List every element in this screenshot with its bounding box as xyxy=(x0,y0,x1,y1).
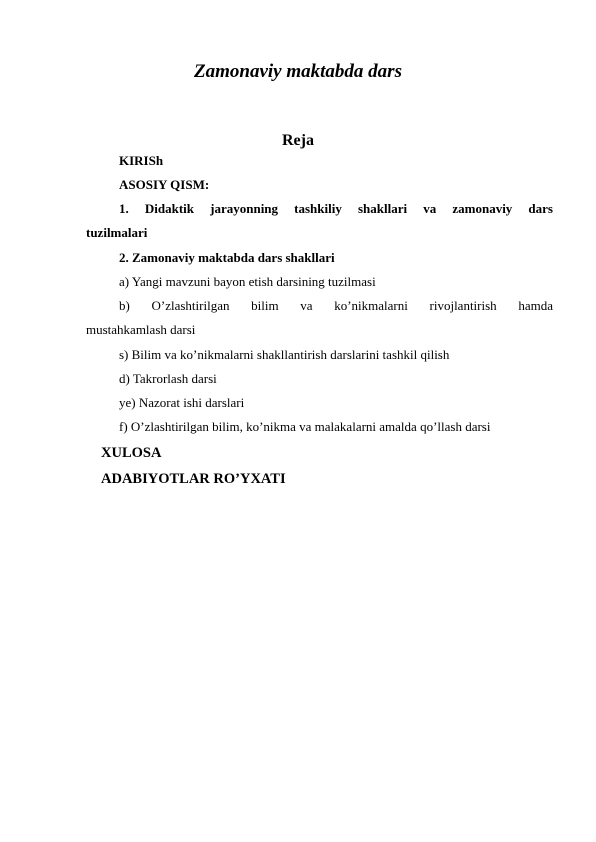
plan-heading: Reja xyxy=(282,132,314,149)
toc-item-asosiy-qism: ASOSIY QISM: xyxy=(119,177,210,192)
toc-subitem-d: d) Takrorlash darsi xyxy=(119,371,217,386)
toc-item-1-line2: tuzilmalari xyxy=(86,225,148,240)
toc-item-adabiyotlar: ADABIYOTLAR RO’YXATI xyxy=(101,471,286,487)
toc-subitem-s: s) Bilim va ko’nikmalarni shakllantirish darslarini tashkil qilish xyxy=(119,347,450,362)
toc-item-2: 2. Zamonaviy maktabda dars shakllari xyxy=(119,250,335,265)
toc-subitem-b-line1: b) O’zlashtirilgan bilim va ko’nikmalarni rivojlantirish hamda xyxy=(119,298,553,313)
toc-subitem-a: a) Yangi mavzuni bayon etish darsining tuzilmasi xyxy=(119,274,376,289)
toc-subitem-f: f) O’zlashtirilgan bilim, ko’nikma va malakalarni amalda qo’llash darsi xyxy=(119,419,491,434)
toc-item-1-line1: 1. Didaktik jarayonning tashkiliy shakllari va zamonaviy dars xyxy=(119,201,553,216)
toc-subitem-b-line2: mustahkamlash darsi xyxy=(86,322,196,337)
toc-item-kirish: KIRISh xyxy=(119,153,164,168)
toc-subitem-ye: ye) Nazorat ishi darslari xyxy=(119,395,245,410)
toc-item-xulosa: XULOSA xyxy=(101,445,162,461)
document-title: Zamonaviy maktabda dars xyxy=(194,61,402,82)
